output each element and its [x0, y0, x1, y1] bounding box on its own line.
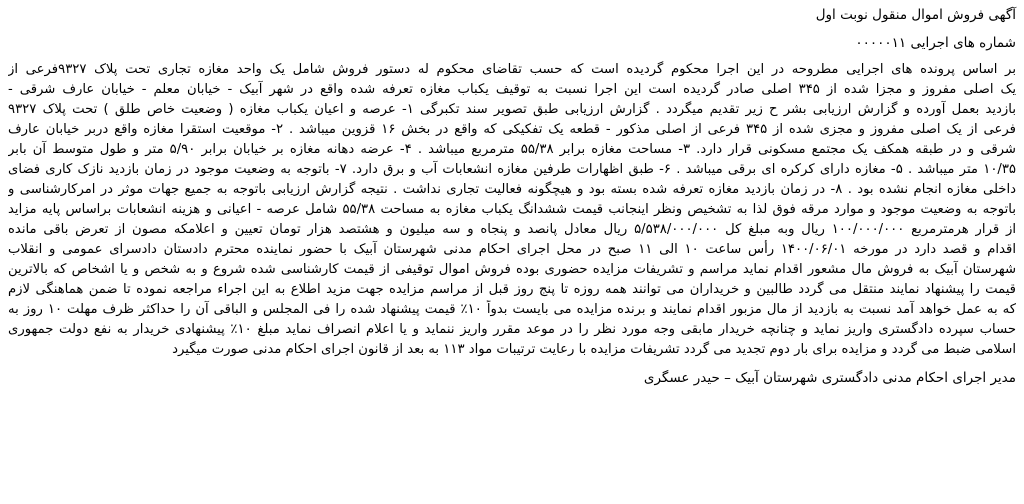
body-line: قیمت را پیشنهاد نمایند منتقل می گردد طالبین و خریداران می توانند همه روزه تا پنج روز قبل از مراسم مزایده جهت مزید اطلاع به این اجراء مراجعه نموده تا ضمن هماهنگی لازم — [8, 282, 1016, 297]
body-line: باتوجه به وضعیت موجود و موارد مرقه فوق لذا به تشخیص ونظر اینجانب قیمت ششدانگ یکباب مغازه به مساحت ۵۵/۳۸ شامل عرصه - اعیانی و هزینه انشعابات براساس پایه مزاید — [8, 202, 1016, 217]
body-line: که به عمل خواهد آمد نسبت به بازدید از مال مزبور اقدام نمایند و برنده مزایده می بایست بدواً ۱۰٪ قیمت پیشنهاد شده را فی المجلس و الباقی آن را حداکثر ظرف مهلت ۱۰ روز به — [8, 302, 1016, 317]
body-line: شرقی و در طبقه همکف یک مجتمع مسکونی قرار دارد. ۳- مساحت مغازه برابر ۵۵/۳۸ مترمربع میباشد . ۴- عرضه دهانه مغازه بر خیابان برابر ۵/۹۰ متر و طول متوسط آن بابر — [8, 142, 1016, 157]
body-line: بر اساس پرونده های اجرایی مطروحه در این اجرا محکوم گردیده است که حسب تقاضای محکوم له دستور فروش شامل یک واحد مغازه تجاری تحت پلاک ۹۳۲۷فرعی از — [8, 62, 1016, 77]
body-line: از قرار هرمترمربع ۱۰۰/۰۰۰/۰۰۰ ریال وبه مبلغ کل ۵/۵۳۸/۰۰۰/۰۰۰ ریال معادل پانصد و پنجاه و سه میلیون و هشتصد هزار تومان تعیین و اعلامکه مصون از تعرض باقی مانده — [8, 222, 1016, 237]
body-line: اسلامی ضبط می گردد و مزایده برای بار دوم تجدید می گردد تشریفات مزایده با رعایت ترتیبات مواد ۱۱۳ به بعد از قانون اجرای احکام مدنی صورت میگیرد — [172, 342, 1016, 357]
body-line: بازدید بعمل آورده و گزارش ارزیابی بشر ح زیر تقدیم میگردد . گزارش ارزیابی طبق تصویر سند تکبرگی ۱- عرصه و اعیان یکباب مغازه ( وضعیت خاص طلق ) تحت پلاک ۹۳۲۷ — [8, 102, 1016, 117]
signature-line: مدیر اجرای احکام مدنی دادگستری شهرستان آبیک – حیدر عسگری — [643, 370, 1016, 386]
body-line: داخلی مغازه انجام نشده بود . ۸- در زمان بازدید مغازه تعرفه شده بسته بود و هیچگونه فعالیت تجاری نداشت . نتیجه گزارش ارزیابی باتوجه به جمیع جهات موثر در امرکارشناسی و — [8, 182, 1016, 197]
notice-title: آگهی فروش اموال منقول نوبت اول — [815, 7, 1016, 23]
body-line: یک اصلی مفروز و مجزا شده از ۳۴۵ اصلی صادر گردیده است این اجرا نسبت به توقیف یکباب مغازه تعرفه شده واقع در شهر آبیک - خیابان معلم - خیابان عارف شرقی - — [8, 82, 1016, 97]
body-line: شهرستان آبیک به فروش مال مشعور اقدام نماید مراسم و تشریفات مزایده حضوری بوده فروش اموال توقیفی از قیمت کارشناسی شده شروع و به شخص و یا اشخاص که بالاترین — [8, 262, 1016, 277]
body-line: فرعی از یک اصلی مفروز و مجزی شده از ۳۴۵ فرعی از اصلی مذکور - قطعه یک تفکیکی که واقع در بخش ۱۶ قزوین میباشد . ۲- موقعیت استقرا مغازه واقع دربر خیابان عارف — [8, 122, 1016, 137]
body-line: اقدام و قصد دارد در مورخه ۱۴۰۰/۰۶/۰۱ رأس ساعت ۱۰ الی ۱۱ صبح در محل اجرای احکام مدنی شهرستان آبیک با حضور نماینده محترم دادستان دادسرای عمومی و انقلاب — [8, 242, 1016, 257]
execution-number: شماره های اجرایی ۰۰۰۰۰۱۱ — [855, 35, 1016, 51]
notice-body — [8, 60, 1016, 360]
body-line: حساب سپرده دادگستری واریز نماید و چنانچه خریدار مابقی وجه مورد نظر را در موعد مقرر واریز ننماید و یا اعلام انصراف نماید مبلغ ۱۰٪ پیشنهادی خریدار به نفع دولت جمهوری — [8, 322, 1016, 337]
body-line: ۱۰/۳۵ متر میباشد . ۵- مغازه دارای کرکره ای برقی میباشد . ۶- طبق اظهارات طرفین مغازه انشعابات آب و برق دارد. ۷- باتوجه به وضعیت موجود در زمان بازدید نازک کاری فضای — [8, 162, 1016, 177]
